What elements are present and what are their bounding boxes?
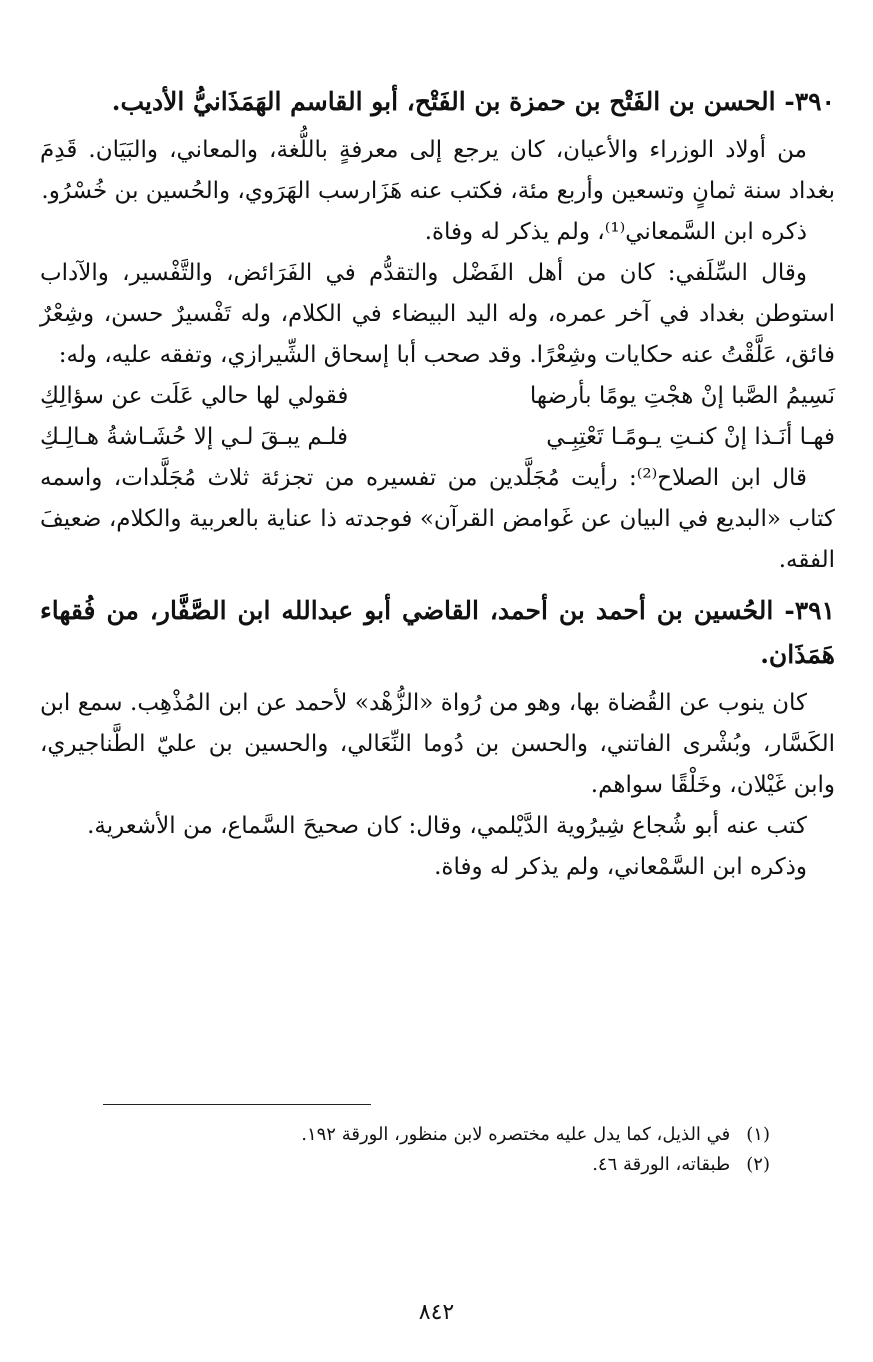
entry-390-title: ٣٩٠- الحسن بن الفَتْح بن حمزة بن الفَتْح، أبو القاسم الهَمَذَانيُّ الأديب.: [111, 87, 835, 116]
footnote-number: (١): [746, 1124, 770, 1145]
poem-verse: [40, 417, 835, 458]
poem-hemistich-second: فلـم يبـقَ لـي إلا حُشَـاشةُ هـالِـكِ: [40, 424, 348, 450]
footnotes: [40, 1120, 770, 1180]
poem-hemistich-first: نَسِيمُ الصَّبا إنْ هجْتِ يومًا بأرضها: [529, 383, 835, 409]
poem-hemistich-first: فهـا أنَـذا إنْ كنـتِ يـومًـا تَعْتِبِـي: [546, 424, 835, 450]
page-number: ٨٤٢: [418, 1300, 455, 1325]
poem-hemistich-second: فقولي لها حالي عَلَت عن سؤالِكِ: [40, 383, 349, 409]
page-body: [40, 80, 835, 888]
footnote-text: في الذيل، كما يدل عليه مختصره لابن منظور، الورقة ١٩٢.: [301, 1124, 731, 1145]
entry-391-paragraph-1: كان ينوب عن القُضاة بها، وهو من رُواة «الزُّهْد» لأحمد عن ابن المُذْهِب. سمع ابن الكَسَّار، وبُشْرى الفاتني، والحسن بن دُوما النِّعَالي، والحسين بن عليّ الطَّناجيري، وابن غَيْلان، وخَلْقًا سواهم.: [40, 690, 835, 798]
entry-391-title: ٣٩١- الحُسين بن أحمد بن أحمد، القاضي أبو عبدالله ابن الصَّفَّار، من فُقهاء هَمَذَان.: [40, 596, 835, 669]
entry-391-paragraph-3: وذكره ابن السَّمْعاني، ولم يذكر له وفاة.: [434, 854, 807, 880]
entry-390-paragraph-2: ذكره ابن السَّمعاني⁽¹⁾، ولم يذكر له وفاة.: [424, 219, 807, 245]
poem: [40, 376, 835, 458]
entry-390-paragraph-4: قال ابن الصلاح⁽²⁾: رأيت مُجَلَّدين من تفسيره من تجزئة ثلاث مُجَلَّدات، واسمه كتاب «البديع في البيان عن غَوامض القرآن» فوجدته ذا عناية بالعربية والكلام، ضعيفَ الفقه.: [40, 465, 835, 573]
entry-390-paragraph-3: وقال السِّلَفي: كان من أهل الفَضْل والتقدُّم في الفَرَائض، والتَّفْسير، والآداب استوطن بغداد في آخر عمره، وله اليد البيضاء في الكلام، وله تَفْسيرٌ حسن، وشِعْرٌ فائق، عَلَّقْتُ عنه حكايات وشِعْرًا. وقد صحب أبا إسحاق الشِّيرازي، وتفقه عليه، وله:: [40, 260, 835, 368]
footnote-divider: [103, 1104, 371, 1105]
entry-391-paragraph-2: كتب عنه أبو شُجاع شِيرُوية الدَّيْلمي، وقال: كان صحيحَ السَّماع، من الأشعرية.: [87, 813, 807, 839]
poem-verse: [40, 376, 835, 417]
footnote-text: طبقاته، الورقة ٤٦.: [592, 1154, 731, 1175]
footnote: [40, 1150, 770, 1180]
footnote-number: (٢): [746, 1154, 770, 1175]
entry-390-paragraph-1: من أولاد الوزراء والأعيان، كان يرجع إلى معرفةٍ باللُّغة، والمعاني، والبَيَان. قَدِمَ بغداد سنة ثمانٍ وتسعين وأربع مئة، فكتب عنه هَزَارسب الهَرَوي، والحُسين بن خُسْرُو.: [40, 137, 835, 204]
footnote: [40, 1120, 770, 1150]
